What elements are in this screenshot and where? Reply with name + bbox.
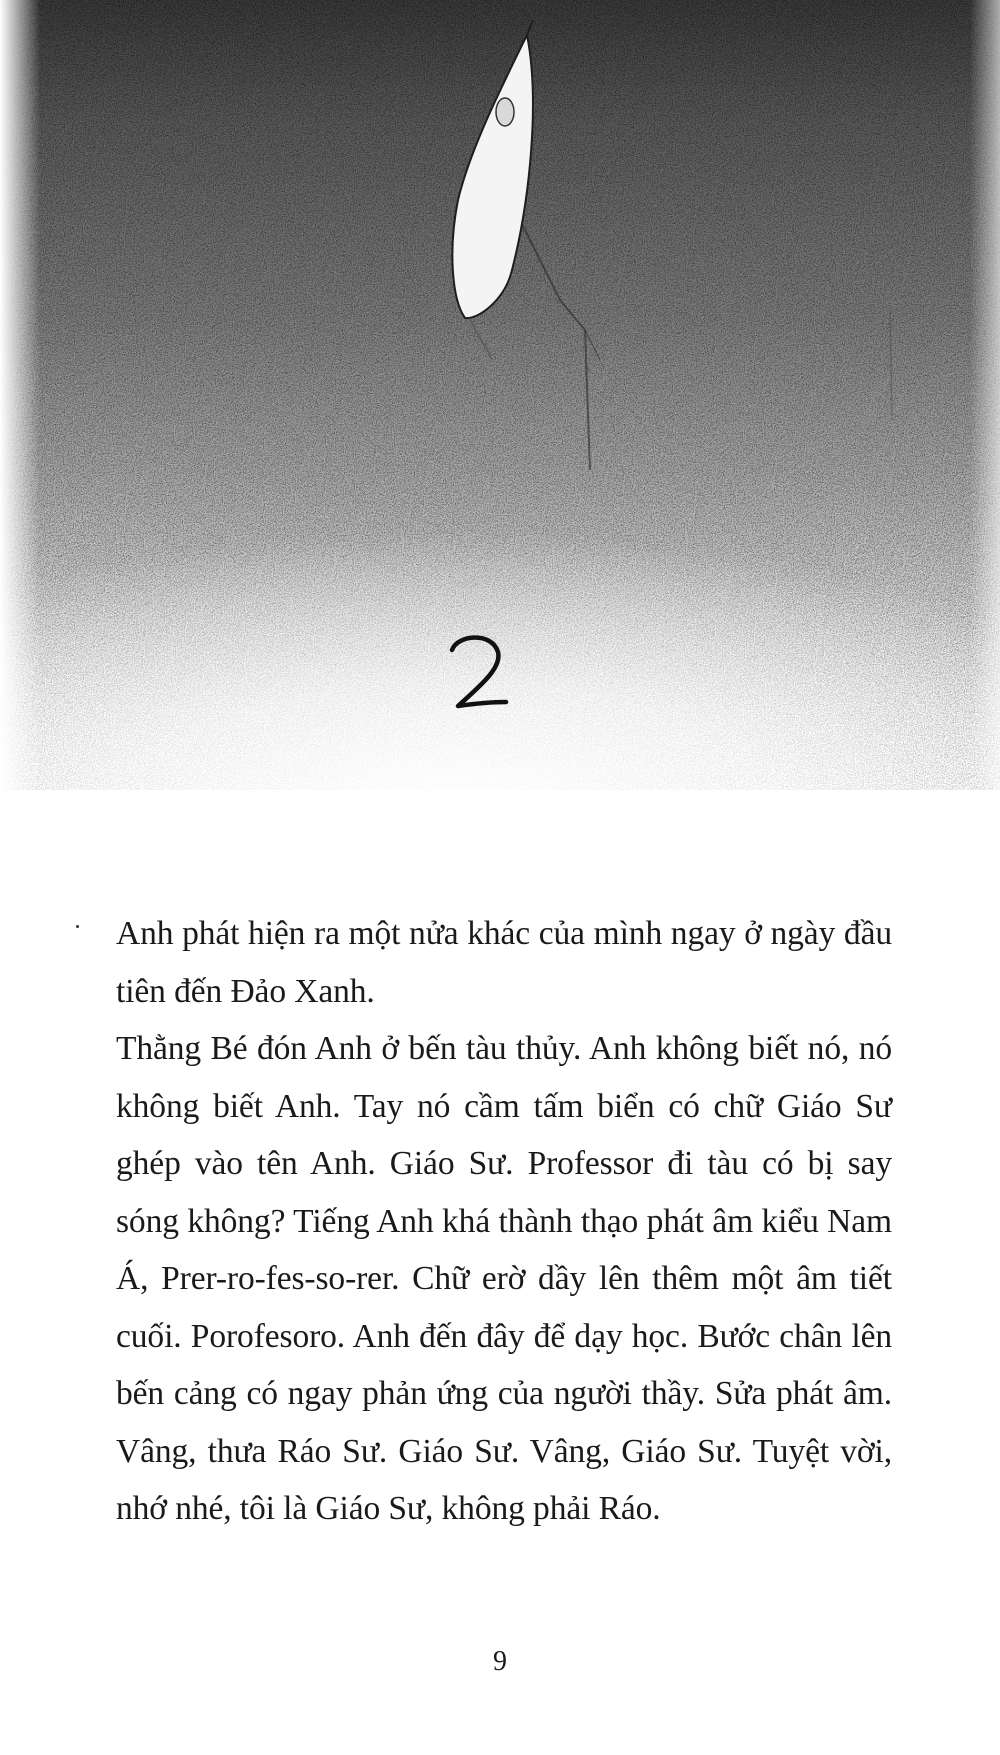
- page-number: 9: [493, 1646, 507, 1677]
- paragraph-1: Anh phát hiện ra một nửa khác của mình ngay ở ngày đầu tiên đến Đảo Xanh.: [116, 915, 892, 1010]
- chapter-number: [440, 628, 520, 718]
- chapter-number-label: 2: [477, 670, 483, 681]
- print-speck: [76, 925, 79, 928]
- paragraph-2: Thằng Bé đón Anh ở bến tàu thủy. Anh không biết nó, nó không biết Anh. Tay nó cầm tấm biển có chữ Giáo Sư ghép vào tên Anh. Giáo Sư. Professor đi tàu có bị say sóng không? Tiếng Anh khá thành thạo phát âm kiểu Nam Á, Prer-ro-fes-so-rer. Chữ erờ dầy lên thêm một âm tiết cuối. Porofesoro. Anh đến đây để dạy học. Bước chân lên bến cảng có ngay phản ứng của người thầy. Sửa phát âm. Vâng, thưa Ráo Sư. Giáo Sư. Vâng, Giáo Sư. Tuyệt vời, nhớ nhé, tôi là Giáo Sư, không phải Ráo.: [116, 1030, 892, 1527]
- body-text: [116, 905, 892, 1538]
